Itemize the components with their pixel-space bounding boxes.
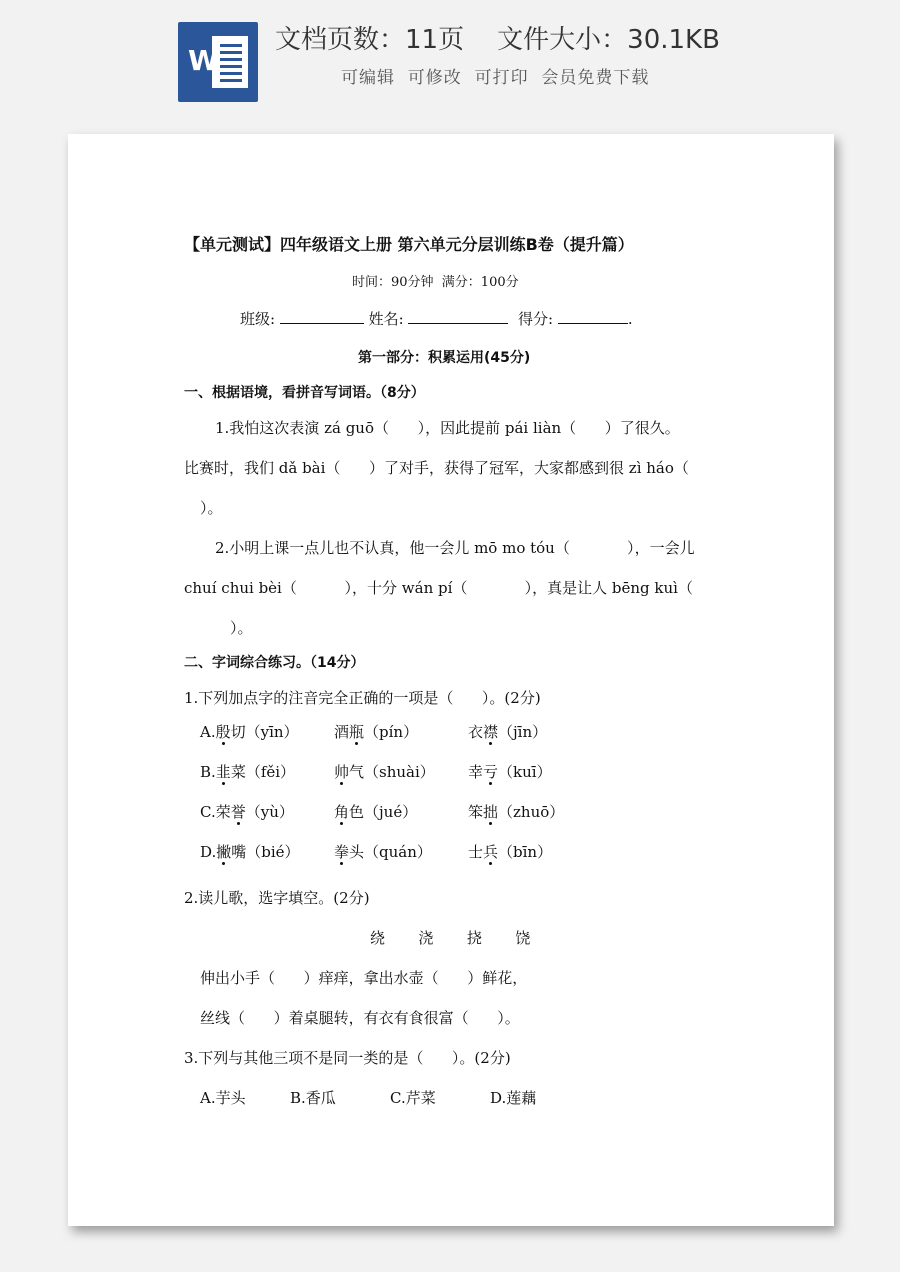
word-document-icon bbox=[178, 22, 258, 102]
option-item bbox=[200, 801, 294, 823]
option-text: 气（shuài） bbox=[349, 763, 435, 781]
score-blank[interactable] bbox=[558, 308, 628, 324]
option-item bbox=[468, 801, 564, 823]
class-label: 班级: bbox=[240, 310, 276, 328]
question-2-line-1: 2.小明上课一点儿也不认真，他一会儿 mō mo tóu（ ），一会儿 bbox=[215, 539, 695, 557]
dotted-character: 拳 bbox=[334, 843, 350, 861]
poem-line-1: 伸出小手（ ）痒痒，拿出水壶（ ）鲜花， bbox=[200, 969, 528, 987]
dotted-character: 誉 bbox=[230, 803, 246, 821]
option-text: 酒 bbox=[334, 723, 350, 741]
option-text: 笨 bbox=[468, 803, 484, 821]
option-item bbox=[200, 721, 299, 743]
char-choice: 饶 bbox=[515, 929, 531, 947]
class-blank[interactable] bbox=[280, 308, 364, 324]
option-text: （jīn） bbox=[498, 723, 548, 741]
section-one-heading: 一、根据语境，看拼音写词语。（8分） bbox=[184, 385, 425, 401]
question-2-line-2: chuí chui bèi（ ），十分 wán pí（ ），真是让人 bēng kuì（ bbox=[184, 579, 693, 597]
section-2-question-3: 3.下列与其他三项不是同一类的是（ ）。(2分) bbox=[184, 1049, 511, 1067]
option-text: （pín） bbox=[364, 723, 419, 741]
question-2-line-3: ）。 bbox=[230, 619, 253, 637]
header-banner bbox=[0, 0, 900, 130]
dotted-character: 兵 bbox=[483, 843, 499, 861]
doc-info bbox=[275, 20, 720, 60]
option-text: （kuī） bbox=[498, 763, 552, 781]
dotted-character: 亏 bbox=[483, 763, 499, 781]
part-one-heading: 第一部分：积累运用(45分) bbox=[358, 350, 531, 366]
question-3-option: D.莲藕 bbox=[490, 1089, 537, 1107]
question-3-option: A.芋头 bbox=[200, 1089, 246, 1107]
poem-line-2: 丝线（ ）着桌腿转，有衣有食很富（ ）。 bbox=[200, 1009, 520, 1027]
option-text: 切（yīn） bbox=[230, 723, 299, 741]
section-2-question-2: 2.读儿歌，选字填空。(2分) bbox=[184, 889, 370, 907]
section-2-question-1: 1.下列加点字的注音完全正确的一项是（ ）。(2分) bbox=[184, 689, 541, 707]
name-blank[interactable] bbox=[408, 308, 508, 324]
option-text: （bīn） bbox=[498, 843, 553, 861]
feature-list: 可编辑 可修改 可打印 会员免费下载 bbox=[341, 68, 650, 88]
char-choice: 绕 bbox=[370, 929, 386, 947]
char-choice: 挠 bbox=[466, 929, 482, 947]
name-label: 姓名: bbox=[368, 310, 404, 328]
question-3-option: B.香瓜 bbox=[290, 1089, 336, 1107]
question-1-line-2: 比赛时，我们 dǎ bài（ ）了对手，获得了冠军，大家都感到很 zì háo（ bbox=[184, 459, 689, 477]
score-label: 得分: bbox=[518, 310, 554, 328]
option-item bbox=[334, 721, 418, 743]
option-text: 色（jué） bbox=[349, 803, 418, 821]
option-letter: C. bbox=[200, 803, 216, 821]
option-text: 嘴（bié） bbox=[231, 843, 300, 861]
option-item bbox=[468, 841, 552, 863]
option-text: 幸 bbox=[468, 763, 484, 781]
dotted-character: 帅 bbox=[334, 763, 350, 781]
option-item bbox=[200, 761, 295, 783]
dotted-character: 襟 bbox=[483, 723, 499, 741]
dotted-character: 瓶 bbox=[349, 723, 365, 741]
question-1-line-3: ）。 bbox=[200, 499, 223, 517]
character-choices bbox=[370, 927, 530, 949]
dotted-character: 拙 bbox=[483, 803, 499, 821]
option-text: 衣 bbox=[468, 723, 484, 741]
option-item bbox=[334, 841, 432, 863]
file-size: 文件大小：30.1KB bbox=[497, 25, 720, 55]
student-info-line: 班级: 姓名: 得分: . bbox=[240, 310, 633, 328]
option-text: 菜（fěi） bbox=[230, 763, 296, 781]
document-title: 【单元测试】四年级语文上册 第六单元分层训练B卷（提升篇） bbox=[184, 235, 634, 254]
option-letter: D. bbox=[200, 843, 217, 861]
option-text: （yù） bbox=[245, 803, 294, 821]
dotted-character: 角 bbox=[334, 803, 350, 821]
option-item bbox=[468, 761, 552, 783]
dotted-character: 韭 bbox=[215, 763, 231, 781]
question-1-line-1: 1.我怕这次表演 zá guō（ ），因此提前 pái liàn（ ）了很久。 bbox=[215, 419, 680, 437]
option-item bbox=[334, 761, 435, 783]
dotted-character: 殷 bbox=[215, 723, 231, 741]
question-3-option: C.芹菜 bbox=[390, 1089, 436, 1107]
option-item bbox=[468, 721, 547, 743]
option-item bbox=[200, 841, 300, 863]
word-icon-letter: W bbox=[188, 44, 219, 77]
document-page bbox=[68, 134, 834, 1226]
dotted-character: 撇 bbox=[216, 843, 232, 861]
time-and-score: 时间：90分钟 满分：100分 bbox=[352, 275, 519, 290]
option-letter: A. bbox=[200, 723, 216, 741]
option-text: 荣 bbox=[215, 803, 231, 821]
option-text: 士 bbox=[468, 843, 484, 861]
option-text: （zhuō） bbox=[498, 803, 565, 821]
option-item bbox=[334, 801, 417, 823]
section-two-heading: 二、字词综合练习。（14分） bbox=[184, 655, 365, 671]
char-choice: 浇 bbox=[418, 929, 434, 947]
option-letter: B. bbox=[200, 763, 216, 781]
page-count: 文档页数：11页 bbox=[275, 25, 465, 55]
option-text: 头（quán） bbox=[349, 843, 432, 861]
